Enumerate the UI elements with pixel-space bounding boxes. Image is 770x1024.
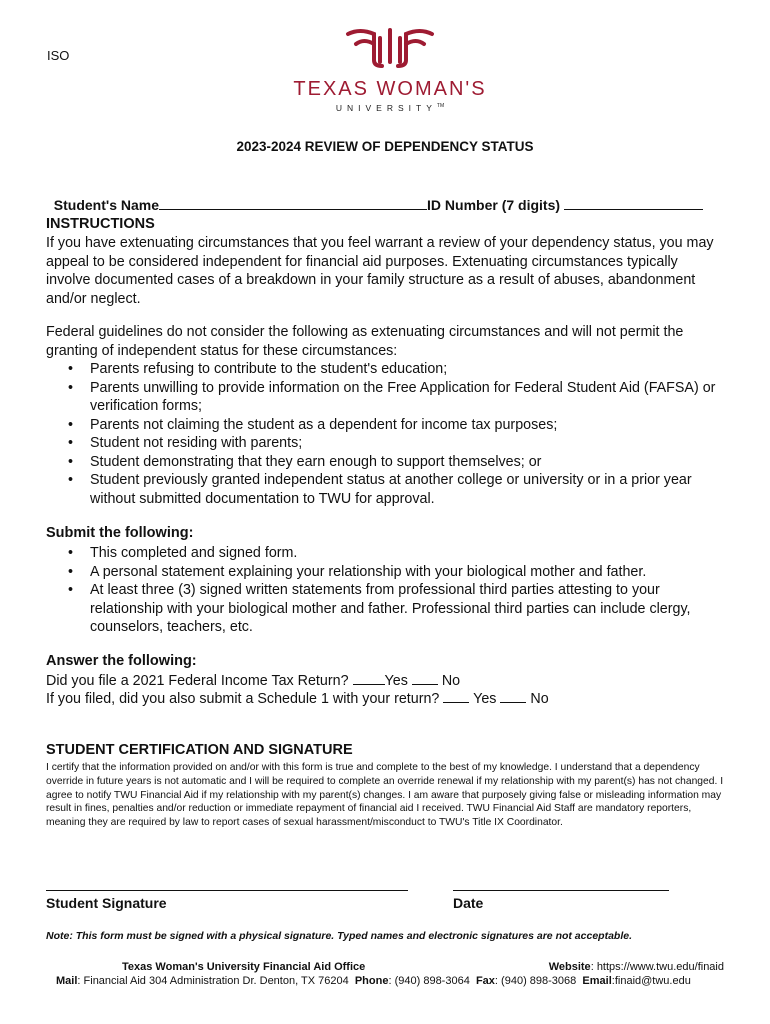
list-item: • Student previously granted independent status at another college or university or in a prior year without submitted documentation to TWU for approval. — [46, 471, 716, 508]
q2-yes-blank[interactable] — [443, 689, 469, 703]
list-item: • Parents unwilling to provide information on the Free Application for Federal Student Aid (FAFSA) or verification forms; — [46, 379, 716, 416]
footer-website: Website: https://www.twu.edu/finaid — [548, 961, 724, 973]
student-signature-label: Student Signature — [46, 895, 167, 911]
list-item: • Parents refusing to contribute to the student's education; — [46, 360, 716, 379]
q1-yes-label: Yes — [384, 673, 408, 689]
date-label: Date — [453, 895, 484, 911]
list-item: • Student not residing with parents; — [46, 434, 716, 453]
question-1-text: Did you file a 2021 Federal Income Tax Return? — [46, 673, 349, 689]
form-title: 2023-2024 REVIEW OF DEPENDENCY STATUS — [236, 139, 534, 154]
email-link[interactable]: finaid@twu.edu — [614, 975, 691, 987]
mail-address: Financial Aid 304 Administration Dr. Denton, TX 76204 — [83, 975, 349, 987]
instructions-para-2: Federal guidelines do not consider the following as extenuating circumstances and will not permit the granting of independent status for these circumstances: — [46, 324, 684, 359]
question-2 — [46, 689, 549, 709]
phone-label: Phone — [354, 975, 389, 987]
submit-heading: Submit the following: — [46, 525, 194, 541]
fax-number: (940) 898-3068 — [501, 975, 577, 987]
q1-yes-blank[interactable] — [353, 671, 385, 685]
q1-no-label: No — [441, 673, 461, 689]
q1-no-blank[interactable] — [412, 671, 438, 685]
student-name-label: Student's Name — [53, 197, 160, 213]
website-label: Website — [548, 961, 591, 973]
student-name-row — [46, 180, 703, 213]
list-item: • Parents not claiming the student as a dependent for income tax purposes; — [46, 416, 716, 435]
student-signature-line[interactable] — [46, 890, 408, 891]
q2-no-blank[interactable] — [500, 689, 526, 703]
q2-no-label: No — [530, 691, 549, 707]
list-item: • Student demonstrating that they earn enough to support themselves; or — [46, 453, 716, 472]
signature-note: Note: This form must be signed with a physical signature. Typed names and electronic signatures are not acceptable. — [46, 930, 633, 942]
certification-text: I certify that the information provided on and/or with this form is true and complete to the best of my knowledge. I understand that a dependency override in future years is not automatic and I will be required to complete an override renewal if my relationship with my parent(s) has not changed. I agree to notify TWU Financial Aid if my relationship with my parent(s) changes. I am aware that purposely giving false or misleading information may result in fines, penalties and/or reduction or immediate repayment of financial aid I received. TWU Financial Aid Staff are mandatory reporters, meaning they are required by law to report cases of sexual harassment/misconduct to TWU's Title IX Coordinator. — [46, 762, 724, 829]
twu-logo — [290, 26, 490, 118]
instructions-heading: INSTRUCTIONS — [46, 216, 155, 232]
q2-yes-label: Yes — [473, 691, 497, 707]
list-item: • At least three (3) signed written statements from professional third parties attesting to your relationship with your biological mother and father. Professional third parties can include clergy, counselors, teachers, etc. — [46, 581, 716, 637]
website-link[interactable]: https://www.twu.edu/finaid — [596, 961, 724, 973]
logo-wordmark: TEXAS WOMAN'S — [293, 78, 487, 100]
question-2-text: If you filed, did you also submit a Schedule 1 with your return? — [46, 691, 440, 707]
footer-office: Texas Woman's University Financial Aid Office — [122, 961, 366, 973]
certification-heading: STUDENT CERTIFICATION AND SIGNATURE — [46, 742, 353, 758]
logo-university — [290, 103, 490, 113]
ineligible-circumstances-list — [46, 360, 716, 508]
logo-university-text: UNIVERSITY — [335, 103, 437, 113]
answer-heading: Answer the following: — [46, 653, 197, 669]
fax-label: Fax — [475, 975, 495, 987]
list-item: • A personal statement explaining your relationship with your biological mother and father. — [46, 563, 716, 582]
footer-contact: Mail: Financial Aid 304 Administration Dr. Denton, TX 76204 Phone: (940) 898-3064 Fax: (940) 898-3068 Email:finaid@twu.edu — [56, 975, 691, 987]
mail-label: Mail — [56, 975, 78, 987]
question-1 — [46, 671, 460, 691]
date-line[interactable] — [453, 890, 669, 891]
phone-number: (940) 898-3064 — [394, 975, 470, 987]
list-item: • This completed and signed form. — [46, 544, 716, 563]
student-name-field[interactable] — [159, 196, 427, 210]
instructions-para-1: If you have extenuating circumstances that you feel warrant a review of your dependency status, you may appeal to be considered independent for financial aid purposes. Extenuating circumstances typically involve documented cases of a breakdown in your family structure as a result of abuses, abandonment and/or neglect. — [46, 235, 714, 307]
email-label: Email — [582, 975, 612, 987]
iso-label: ISO — [47, 48, 70, 63]
submit-list — [46, 544, 716, 637]
id-number-field[interactable] — [564, 196, 703, 210]
id-number-label: ID Number (7 digits) — [427, 197, 561, 213]
logo-trademark: TM — [436, 103, 445, 110]
